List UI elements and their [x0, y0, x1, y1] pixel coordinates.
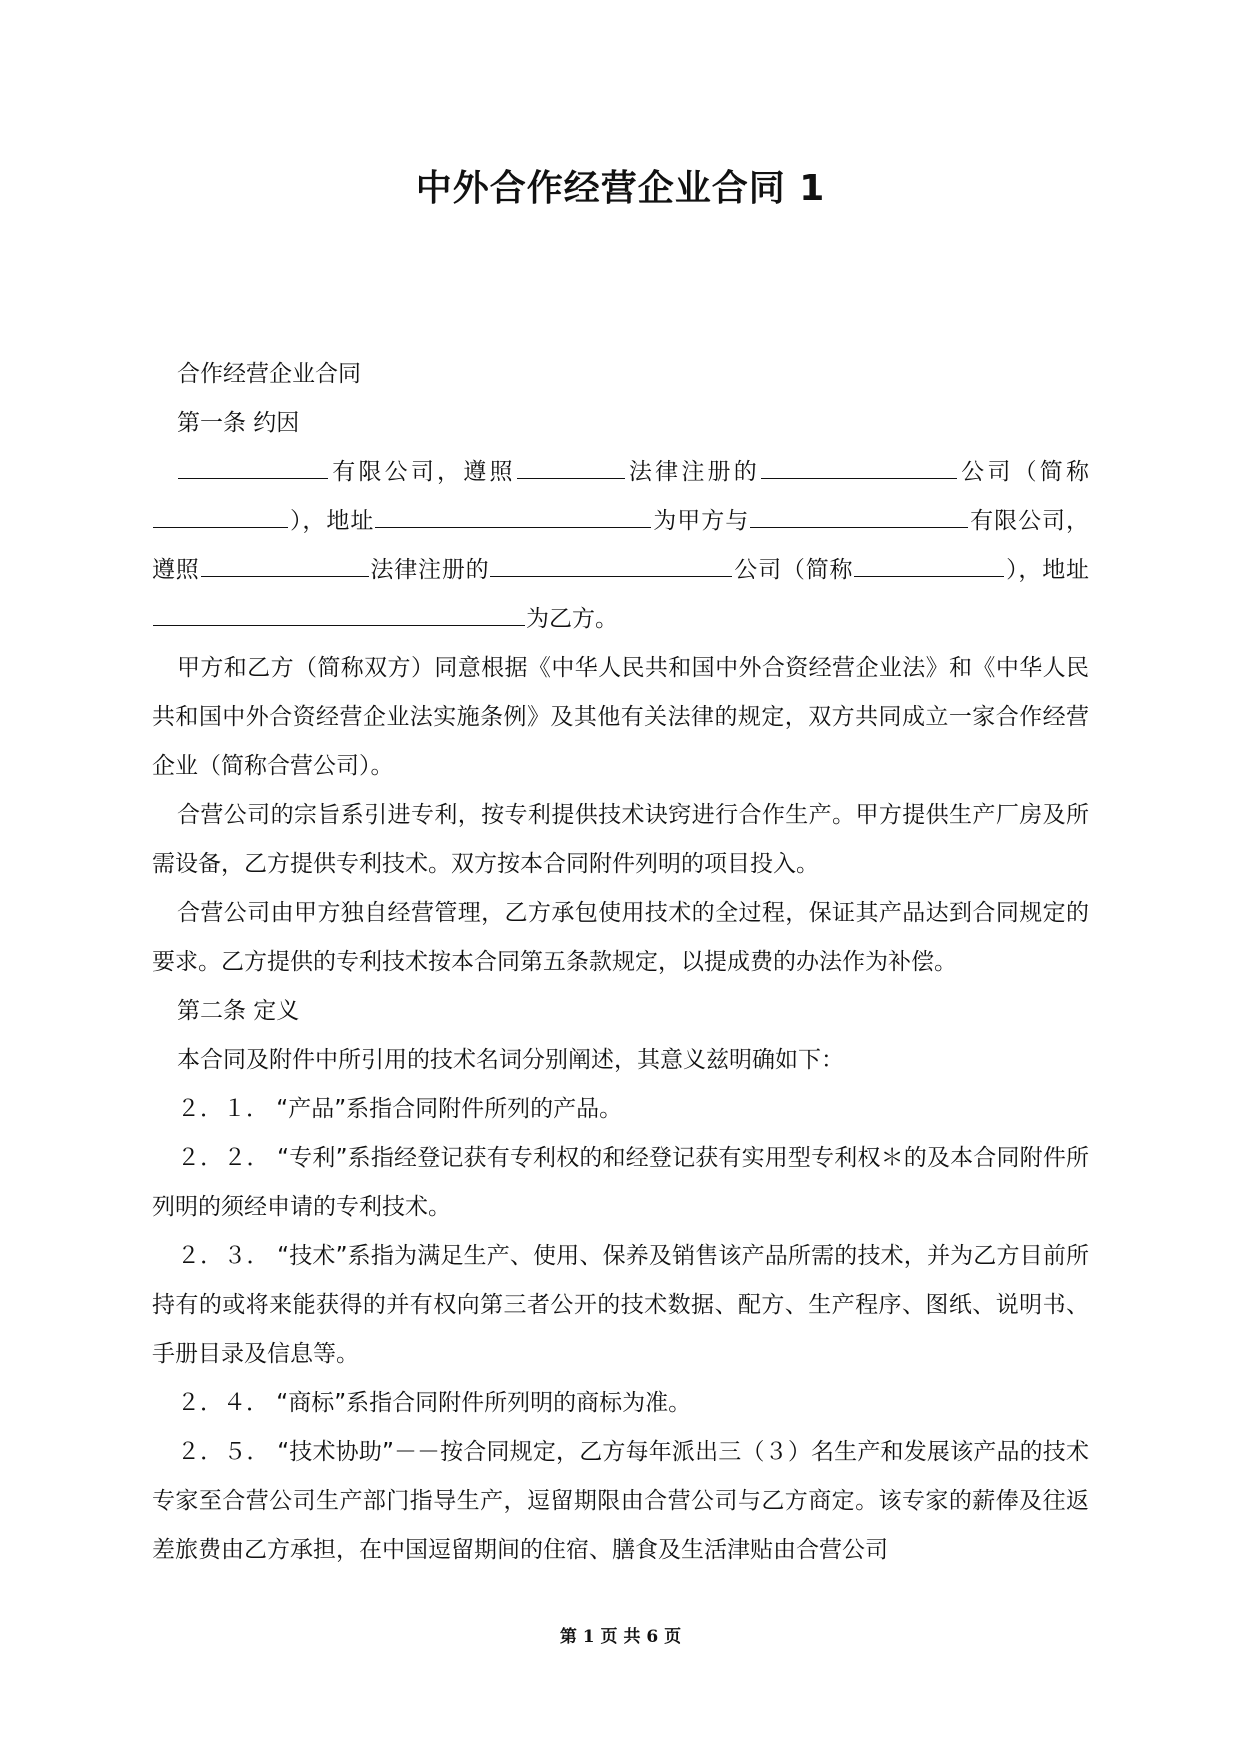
blank-line [201, 546, 369, 577]
blank-line [153, 497, 288, 528]
text-segment: ），地址 [1005, 557, 1090, 583]
blank-line [517, 448, 625, 479]
definition-item: ２．２． “专利”系指经登记获有专利权的和经登记获有实用型专利权＊的及本合同附件所列明的须经申请的专利技术。 [152, 1145, 1089, 1220]
document-body [152, 350, 1089, 1575]
text-segment: 有限公司，遵照 [152, 508, 1090, 583]
blank-line [854, 546, 1004, 577]
definition-item: ２．５． “技术协助”－－按合同规定，乙方每年派出三（３）名生产和发展该产品的技术专家至合营公司生产部门指导生产，逗留期限由合营公司与乙方商定。该专家的薪俸及往返差旅费由乙方承担，在中国逗留期间的住宿、膳食及生活津贴由合营公司 [152, 1439, 1089, 1563]
text-segment: 法律注册的 [369, 557, 490, 583]
definition-item: ２．１． “产品”系指合同附件所列的产品。 [177, 1096, 623, 1122]
text-segment: 法律注册的 [625, 459, 760, 485]
article-heading: 第一条 约因 [177, 410, 300, 436]
text-segment: 公司（简称 [733, 557, 854, 583]
text-segment: ），地址 [289, 508, 375, 534]
blank-line [178, 448, 328, 479]
paragraph: 合营公司由甲方独自经营管理，乙方承包使用技术的全过程，保证其产品达到合同规定的要求。乙方提供的专利技术按本合同第五条款规定，以提成费的办法作为补偿。 [152, 900, 1089, 975]
text-segment: 公司（简称 [957, 459, 1090, 485]
document-title: 中外合作经营企业合同 1 [415, 168, 826, 209]
text-segment: 有限公司，遵照 [329, 459, 516, 485]
page-number-footer: 第 1 页 共 6 页 [559, 1627, 682, 1647]
blank-line [375, 497, 651, 528]
article-heading: 第二条 定义 [177, 998, 300, 1024]
blank-line [153, 595, 525, 626]
paragraph: 本合同及附件中所引用的技术名词分别阐述，其意义兹明确如下： [177, 1047, 844, 1073]
text-segment: 为乙方。 [526, 606, 618, 632]
paragraph: 合营公司的宗旨系引进专利，按专利提供技术诀窍进行合作生产。甲方提供生产厂房及所需设备，乙方提供专利技术。双方按本合同附件列明的项目投入。 [152, 802, 1089, 877]
blank-line [761, 448, 957, 479]
blank-line [490, 546, 732, 577]
parties-paragraph [152, 448, 1089, 644]
blank-line [750, 497, 968, 528]
paragraph: 合作经营企业合同 [177, 361, 361, 387]
definition-item: ２．３． “技术”系指为满足生产、使用、保养及销售该产品所需的技术，并为乙方目前所持有的或将来能获得的并有权向第三者公开的技术数据、配方、生产程序、图纸、说明书、手册目录及信息等。 [152, 1243, 1089, 1367]
definition-item: ２．４． “商标”系指合同附件所列明的商标为准。 [177, 1390, 692, 1416]
paragraph: 甲方和乙方（简称双方）同意根据《中华人民共和国中外合资经营企业法》和《中华人民共和国中外合资经营企业法实施条例》及其他有关法律的规定，双方共同成立一家合作经营企业（简称合营公司）。 [152, 655, 1089, 779]
text-segment: 为甲方与 [652, 508, 750, 534]
